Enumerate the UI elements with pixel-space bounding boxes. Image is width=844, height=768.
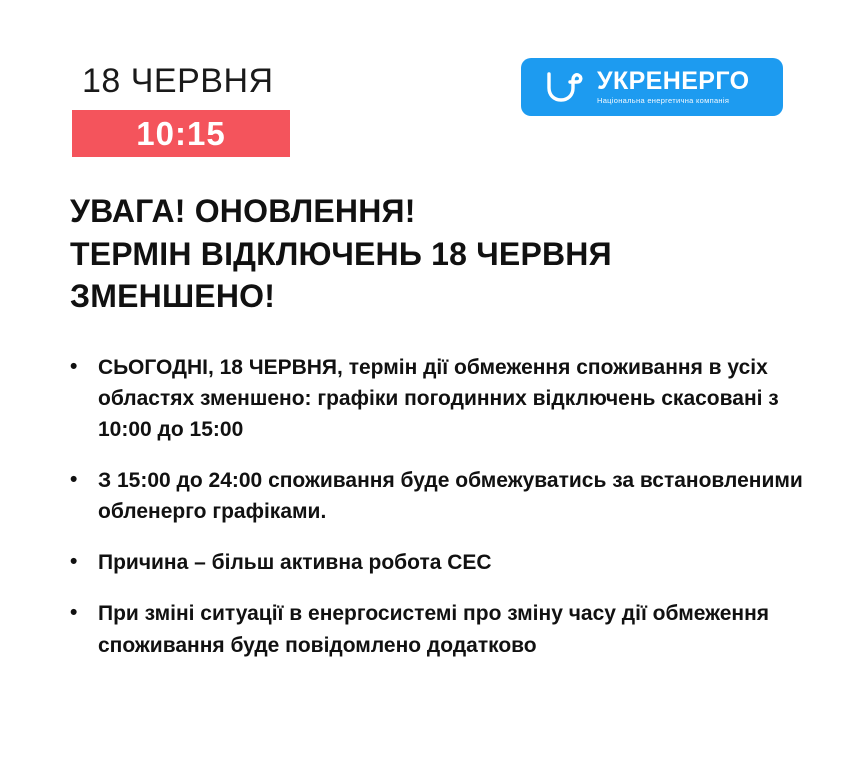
list-item-text: • З 15:00 до 24:00 споживання буде обмежуватись за встановленими обленерго графіками. [98, 469, 803, 524]
headline-line-3: ЗМЕНШЕНО! [70, 278, 276, 315]
list-item-text: • СЬОГОДНІ, 18 ЧЕРВНЯ, термін дії обмеження споживання в усіх областях зменшено: графіки погодинних відключень скасовані з 10:00 до 15:00 [98, 356, 779, 442]
ukrenergo-logo-icon [543, 70, 585, 104]
page-title: 18 ЧЕРВНЯ [82, 62, 274, 100]
list-item [66, 352, 806, 445]
logo-name: УКРЕНЕРГО [597, 67, 750, 96]
list-item [66, 465, 806, 527]
logo-subtitle: Національна енергетична компанія [597, 96, 730, 106]
time-badge-text: 10:15 [136, 114, 226, 152]
list-item-text: • Причина – більш активна робота СЕС [98, 551, 492, 575]
list-item [66, 547, 806, 578]
page-header [0, 28, 844, 106]
headline-line-2: ТЕРМІН ВІДКЛЮЧЕНЬ 18 ЧЕРВНЯ [70, 235, 612, 272]
time-badge [72, 110, 290, 157]
bullet-list [66, 352, 806, 681]
headline [70, 190, 810, 318]
headline-line-1: УВАГА! ОНОВЛЕННЯ! [70, 193, 416, 229]
list-item-text: • При зміні ситуації в енергосистемі про зміну часу дії обмеження споживання буде повідомлено додатково [98, 602, 770, 657]
logo-text [597, 69, 749, 105]
list-item [66, 598, 806, 660]
ukrenergo-logo [521, 58, 783, 116]
